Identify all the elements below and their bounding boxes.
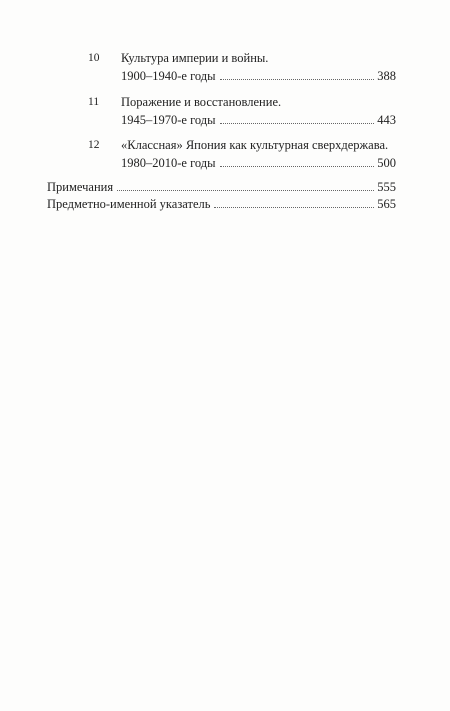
page-number: 565 (377, 197, 396, 211)
page-number: 388 (377, 69, 396, 83)
page-number: 500 (377, 156, 396, 170)
toc-entry-notes (47, 180, 396, 195)
entry-title: Примечания (47, 180, 114, 194)
chapter-title: «Классная» Япония как культурная сверхдержава. (121, 138, 389, 152)
dot-leader (220, 165, 375, 167)
dot-leader (214, 206, 374, 208)
dot-leader (220, 122, 375, 124)
dot-leader (220, 78, 375, 80)
chapter-title: Поражение и восстановление. (121, 95, 282, 109)
page-number: 555 (377, 180, 396, 194)
chapter-number: 12 (88, 139, 100, 151)
chapter-title: Культура империи и войны. (121, 51, 269, 65)
toc-entry-index (47, 197, 396, 212)
chapter-number: 10 (88, 52, 100, 64)
chapter-subtitle-line (121, 156, 396, 171)
chapter-number: 11 (88, 96, 100, 108)
chapter-subtitle: 1900–1940-е годы (121, 69, 216, 83)
entry-title: Предметно-именной указатель (47, 197, 211, 211)
chapter-subtitle-line (121, 69, 396, 84)
page-number: 443 (377, 113, 396, 127)
chapter-subtitle-line (121, 113, 396, 128)
chapter-subtitle: 1945–1970-е годы (121, 113, 216, 127)
dot-leader (117, 189, 374, 191)
chapter-subtitle: 1980–2010-е годы (121, 156, 216, 170)
